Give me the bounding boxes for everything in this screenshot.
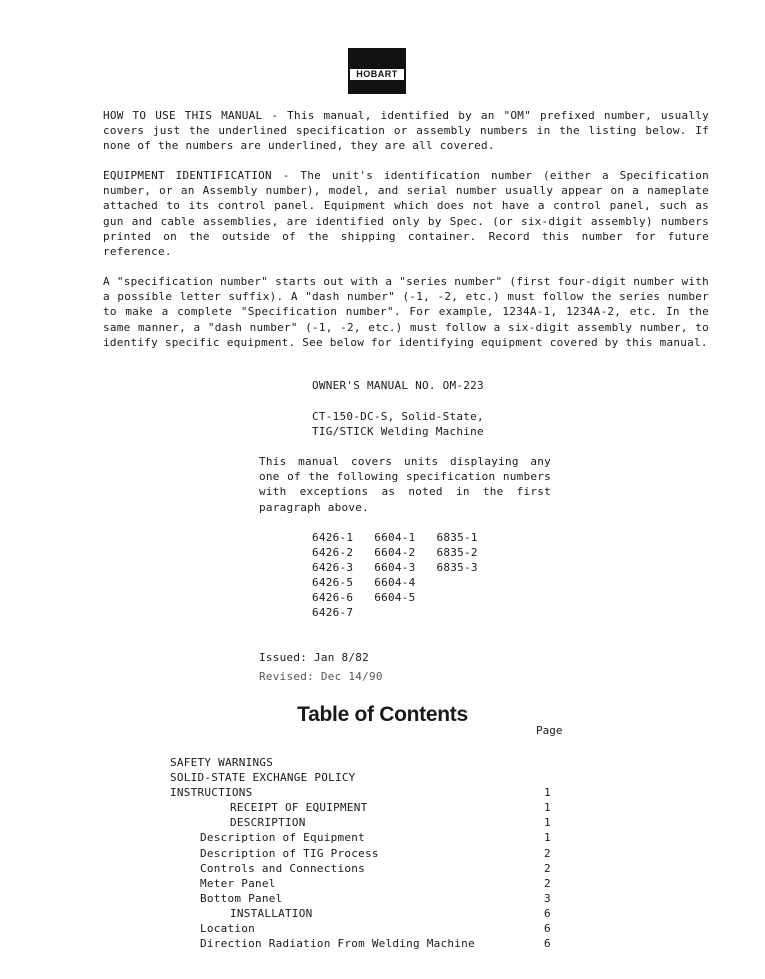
spec-number: 6426-1 [312, 531, 354, 544]
table-row [312, 605, 499, 620]
equipment-identification-paragraph: EQUIPMENT IDENTIFICATION - The unit's identification number (either a Specification number, or an Assembly number), model, and serial number usually appear on a nameplate attached to its control panel. Equipment which does not have a control panel, such as gun and cable assemblies, are identified only by Spec. (or six-digit assembly) numbers printed on the outside of the shipping container. Record this number for future reference. [103, 169, 709, 259]
spec-number: 6604-2 [374, 546, 416, 559]
spec-number: 6426-2 [312, 546, 354, 559]
spec-number: 6835-3 [436, 561, 478, 574]
how-to-use-paragraph: HOW TO USE THIS MANUAL - This manual, identified by an "OM" prefixed number, usually covers just the underlined specification or assembly numbers in the listing below. If none of the numbers are underlined, they are all covered. [103, 109, 709, 153]
model-line-1: CT-150-DC-S, Solid-State, [312, 410, 484, 423]
toc-entry [170, 906, 560, 921]
spec-number [437, 605, 499, 620]
spec-number-table [312, 530, 499, 620]
toc-entry [170, 800, 560, 815]
logo-text: HOBART [350, 69, 404, 80]
toc-entry-label: RECEIPT OF EQUIPMENT [230, 801, 368, 815]
toc-entry-page: 1 [544, 831, 551, 845]
toc-entry-label: INSTRUCTIONS [170, 786, 253, 800]
toc-entry [170, 876, 560, 891]
toc-entry [170, 861, 560, 876]
toc-entry-label: Description of Equipment [200, 831, 365, 845]
spec-number: 6426-7 [312, 606, 354, 619]
toc-entry [170, 770, 560, 785]
toc-entry-label: DESCRIPTION [230, 816, 306, 830]
table-row [312, 590, 499, 605]
specification-number-paragraph: A "specification number" starts out with a "series number" (first four-digit number with a possible letter suffix). A "dash number" (-1, -2, etc.) must follow the series number to make a complete "Specification number". For example, 1234A-1, 1234A-2, etc. In the same manner, a "dash number" (-1, -2, etc.) must follow a six-digit assembly number, to identify specific equipment. See below for identifying equipment covered by this manual. [103, 275, 709, 349]
toc-entry-label: Direction Radiation From Welding Machine [200, 937, 475, 951]
toc-title: Table of Contents [297, 703, 468, 726]
spec-number [374, 605, 436, 620]
toc-entry-label: Bottom Panel [200, 891, 283, 905]
toc-entry-page: 6 [544, 922, 551, 936]
spec-number: 6604-3 [374, 561, 416, 574]
toc-entry-label: Meter Panel [200, 876, 276, 890]
toc-page-header: Page [536, 724, 563, 737]
revised-date: Revised: Dec 14/90 [259, 670, 383, 683]
toc-entry-page: 3 [544, 891, 551, 905]
toc-entry [170, 785, 560, 800]
spec-number [437, 590, 499, 605]
model-line-2: TIG/STICK Welding Machine [312, 425, 484, 438]
table-of-contents [170, 755, 560, 951]
toc-entry [170, 936, 560, 951]
table-row [312, 545, 499, 560]
toc-entry [170, 755, 560, 770]
issued-date: Issued: Jan 8/82 [259, 651, 369, 664]
table-row [312, 560, 499, 575]
toc-entry-label: SAFETY WARNINGS [170, 756, 274, 769]
toc-entry-label: Controls and Connections [200, 861, 365, 875]
table-row [312, 530, 499, 545]
spec-number: 6835-2 [436, 546, 478, 559]
toc-entry [170, 891, 560, 906]
toc-entry-page: 1 [544, 816, 551, 830]
spec-number: 6426-3 [312, 561, 354, 574]
spec-number: 6426-6 [312, 591, 354, 604]
toc-entry-label: INSTALLATION [230, 906, 313, 920]
toc-entry [170, 815, 560, 830]
coverage-note: This manual covers units displaying any one of the following specification numbers with exceptions as noted in the first paragraph above. [259, 455, 551, 514]
toc-entry-label: SOLID-STATE EXCHANGE POLICY [170, 771, 356, 785]
toc-entry [170, 830, 560, 845]
toc-entry-label: Location [200, 922, 255, 936]
toc-entry-label: Description of TIG Process [200, 846, 379, 860]
toc-entry [170, 846, 560, 861]
toc-entry-page: 6 [544, 937, 551, 951]
toc-entry-page: 1 [544, 801, 551, 815]
spec-number: 6604-4 [374, 576, 416, 589]
spec-number [437, 575, 499, 590]
toc-entry-page: 2 [544, 876, 551, 890]
spec-number: 6604-5 [374, 591, 416, 604]
spec-number: 6604-1 [374, 531, 416, 544]
spec-number: 6426-5 [312, 576, 354, 589]
owners-manual-number: OWNER'S MANUAL NO. OM-223 [312, 379, 484, 392]
toc-entry-page: 2 [544, 861, 551, 875]
toc-entry-page: 1 [544, 786, 551, 800]
toc-entry-page: 6 [544, 906, 551, 920]
table-row [312, 575, 499, 590]
toc-entry [170, 921, 560, 936]
spec-number: 6835-1 [436, 531, 478, 544]
toc-entry-page: 2 [544, 846, 551, 860]
hobart-logo [348, 48, 406, 94]
